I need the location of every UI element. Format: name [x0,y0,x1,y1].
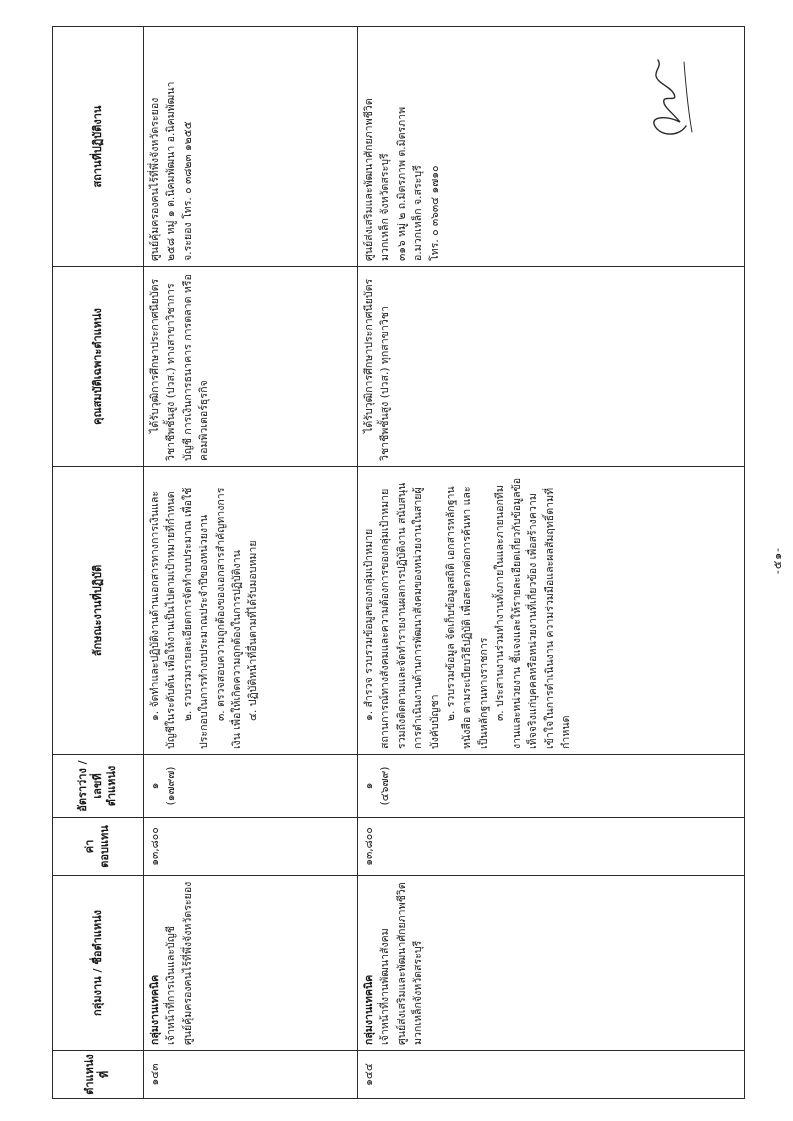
header-qualification: คุณสมบัติเฉพาะตำแหน่ง [53,267,144,467]
duty-item: ๓. ประสานงานร่วมทำงานทั้งภายในและภายนอกทีมงานและหน่วยงาน ชี้แจงและให้รายละเอียดเกี่ยวกับข้อมูลข้อเท็จจริงแก่บุคคลหรือหน่วยงานที่เกี่ยวข้อง เพื่อสร้างความเข้าใจในการดำเนินงาน ความร่วมมือและผลสัมฤทธิ์ตามที่กำหนด [494,477,572,749]
rate-count: ๑ [149,782,161,790]
duty-item: ๔. ปฏิบัติหน้าที่อื่นตามที่ได้รับมอบหมาย [247,540,260,721]
table-row [358,27,745,1099]
duty-item: ๑. สำรวจ รวบรวมข้อมูลของกลุ่มเป้าหมาย สถานการณ์ทางสังคมและความต้องการของกลุ่มเป้าหมาย รวมถึงติดตามและจัดทำรายงานผลการปฏิบัติงาน สนับสนุนการดำเนินงานด้านการพัฒนาสังคมของหน่วยงานในสายผู้บังคับบัญชา [363,482,441,749]
position-number: ๑๔๓ [144,1051,358,1099]
location-line: อ.มวกเหล็ก จ.สระบุรี [412,165,425,261]
table-row [144,27,358,1099]
qualification-text: ได้รับวุฒิการศึกษาประกาศนียบัตรวิชาชีพชั้นสูง (ปวส.) ทุกสาขาวิชา [363,278,392,461]
location-line: โทร. ๐ ๓๖๓๔ ๑๗๑๐ [428,165,441,261]
location-line: มวกเหล็ก จังหวัดสระบุรี [379,153,392,261]
group-name: กลุ่มงานเทคนิค [363,974,376,1045]
rate-cell [358,755,745,818]
pay-amount: ๑๓,๘๐๐ [358,818,745,876]
position-number: ๑๔๔ [358,1051,745,1099]
group-position-cell [144,876,358,1051]
header-location: สถานที่ปฏิบัติงาน [53,27,144,267]
pay-amount: ๑๓,๘๐๐ [144,818,358,876]
location-line: จ.ระยอง โทร. ๐ ๓๘๒๓ ๑๒๕๕ [181,121,194,261]
location-line: ๒๕๘ หมู่ ๑ ต.นิคมพัฒนา อ.นิคมพัฒนา [165,81,178,261]
duty-item: ๑. จัดทำและปฏิบัติงานด้านเอกสารทางการเงินและบัญชีในระดับต้น เพื่อให้งานเป็นไปตามเป้าหมายที่กำหนด [149,490,178,749]
unit-name: ศูนย์ส่งเสริมและพัฒนาศักยภาพชีวิตมวกเหล็กจังหวัดสระบุรี [395,882,425,1045]
position-name: เจ้าหน้าที่งานพัฒนาสังคม [379,928,392,1045]
duty-item: ๓. ตรวจสอบความถูกต้องของเอกสารสำคัญทางการเงิน เพื่อให้เกิดความถูกต้องในการปฏิบัติงาน [214,487,244,749]
location-line: ศูนย์คุ้มครองคนไร้ที่พึ่งจังหวัดระยอง [149,97,161,261]
duty-item: ๒. รวบรวมข้อมูล จัดเก็บข้อมูลสถิติ เอกสารหลักฐานหนังสือ ตามระเบียบวิธีปฏิบัติ เพื่อสะดวกต่อการค้นหา และเป็นหลักฐานทางราชการ [445,486,490,749]
unit-name: ศูนย์คุ้มครองคนไร้ที่พึ่งจังหวัดระยอง [181,881,194,1045]
location-line: ๓๑๖ หมู่ ๒ ถ.มิตรภาพ ต.มิตรภาพ [395,106,408,261]
qualification-cell [358,267,745,467]
duties-cell [144,467,358,755]
location-line: ศูนย์ส่งเสริมและพัฒนาศักยภาพชีวิต [363,98,376,261]
header-group-position: กลุ่มงาน / ชื่อตำแหน่ง [53,876,144,1051]
rate-cell [144,755,358,818]
header-duties: ลักษณะงานที่ปฏิบัติ [53,467,144,755]
header-pay: ค่าตอบแทน [53,818,144,876]
qualification-cell [144,267,358,467]
duties-cell [358,467,745,755]
rate-id: (๔๖๗๙) [379,766,392,806]
location-cell [144,27,358,267]
header-no: ตำแหน่งที่ [53,1051,144,1099]
table-header-row [53,27,144,1099]
page-number: -๕๑- [771,546,784,575]
duty-item: ๒. รวบรวมรายละเอียดการจัดทำงบประมาณ เพื่อใช้ประกอบในการทำงบประมาณประจำปีของหน่วยงาน [181,487,211,749]
qualification-text: ได้รับวุฒิการศึกษาประกาศนียบัตรวิชาชีพชั้นสูง (ปวส.) ทางสาขาวิชาการบัญชี การเงินการธนาคาร การตลาด หรือคอมพิวเตอร์ธุรกิจ [149,274,211,461]
group-name: กลุ่มงานเทคนิค [149,974,161,1045]
handwritten-signature [628,56,703,146]
rate-count: ๑ [363,782,376,790]
group-position-cell [358,876,745,1051]
header-rate: อัตราว่าง / เลขที่ตำแหน่ง [53,755,144,818]
rate-id: (๑๗๙๗) [165,766,178,806]
position-name: เจ้าหน้าที่การเงินและบัญชี [165,926,178,1045]
position-table [52,26,745,1099]
